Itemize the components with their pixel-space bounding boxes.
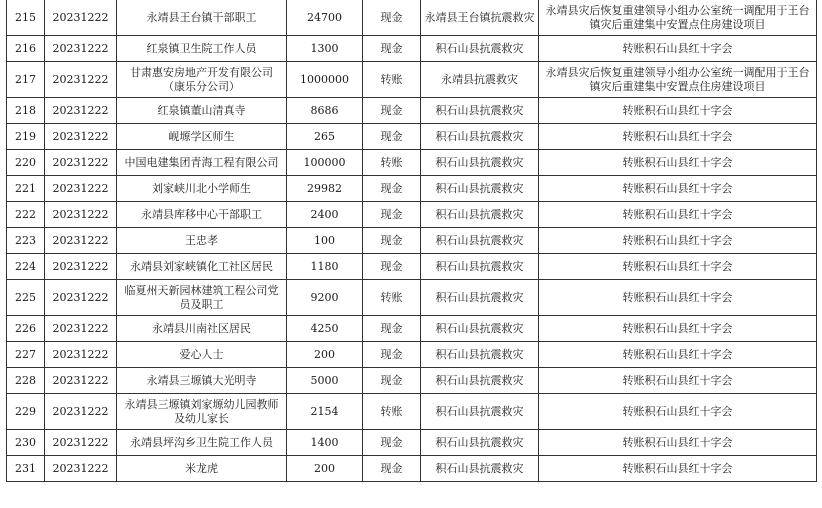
cell-purpose: 积石山县抗震救灾 <box>421 202 539 228</box>
cell-direction: 永靖县灾后恢复重建领导小组办公室统一调配用于王台镇灾后重建集中安置点住房建设项目 <box>539 62 817 98</box>
cell-date: 20231222 <box>45 98 117 124</box>
cell-purpose: 积石山县抗震救灾 <box>421 394 539 430</box>
cell-method: 现金 <box>363 342 421 368</box>
cell-method: 现金 <box>363 176 421 202</box>
cell-amount: 265 <box>287 124 363 150</box>
cell-amount: 24700 <box>287 0 363 36</box>
cell-donor: 岘塬学区师生 <box>117 124 287 150</box>
cell-purpose: 积石山县抗震救灾 <box>421 280 539 316</box>
cell-donor: 红泉镇董山清真寺 <box>117 98 287 124</box>
cell-donor: 甘肃惠安房地产开发有限公司（康乐分公司） <box>117 62 287 98</box>
cell-direction: 转账积石山县红十字会 <box>539 228 817 254</box>
table-row <box>7 176 817 202</box>
cell-donor: 米龙虎 <box>117 456 287 482</box>
cell-purpose: 积石山县抗震救灾 <box>421 316 539 342</box>
cell-amount: 2154 <box>287 394 363 430</box>
cell-date: 20231222 <box>45 316 117 342</box>
cell-amount: 8686 <box>287 98 363 124</box>
cell-amount: 100000 <box>287 150 363 176</box>
cell-direction: 转账积石山县红十字会 <box>539 430 817 456</box>
cell-method: 转账 <box>363 280 421 316</box>
cell-direction: 转账积石山县红十字会 <box>539 342 817 368</box>
cell-donor: 永靖县刘家峡镇化工社区居民 <box>117 254 287 280</box>
cell-date: 20231222 <box>45 456 117 482</box>
cell-direction: 转账积石山县红十字会 <box>539 98 817 124</box>
cell-direction: 转账积石山县红十字会 <box>539 280 817 316</box>
donation-table-sheet <box>6 0 816 482</box>
table-row <box>7 430 817 456</box>
cell-direction: 转账积石山县红十字会 <box>539 36 817 62</box>
cell-purpose: 积石山县抗震救灾 <box>421 98 539 124</box>
table-row <box>7 456 817 482</box>
cell-purpose: 积石山县抗震救灾 <box>421 342 539 368</box>
cell-amount: 29982 <box>287 176 363 202</box>
cell-date: 20231222 <box>45 150 117 176</box>
cell-amount: 4250 <box>287 316 363 342</box>
cell-number: 220 <box>7 150 45 176</box>
cell-purpose: 永靖县抗震救灾 <box>421 62 539 98</box>
cell-direction: 转账积石山县红十字会 <box>539 176 817 202</box>
cell-amount: 1180 <box>287 254 363 280</box>
cell-purpose: 积石山县抗震救灾 <box>421 176 539 202</box>
cell-date: 20231222 <box>45 394 117 430</box>
cell-amount: 1400 <box>287 430 363 456</box>
table-row <box>7 0 817 36</box>
cell-number: 231 <box>7 456 45 482</box>
cell-method: 转账 <box>363 62 421 98</box>
cell-method: 现金 <box>363 316 421 342</box>
table-row <box>7 124 817 150</box>
table-row <box>7 368 817 394</box>
cell-amount: 1300 <box>287 36 363 62</box>
cell-number: 215 <box>7 0 45 36</box>
cell-number: 218 <box>7 98 45 124</box>
table-row <box>7 228 817 254</box>
cell-date: 20231222 <box>45 368 117 394</box>
cell-number: 222 <box>7 202 45 228</box>
cell-date: 20231222 <box>45 202 117 228</box>
cell-donor: 爱心人士 <box>117 342 287 368</box>
cell-direction: 转账积石山县红十字会 <box>539 456 817 482</box>
cell-purpose: 永靖县王台镇抗震救灾 <box>421 0 539 36</box>
cell-amount: 200 <box>287 342 363 368</box>
cell-method: 转账 <box>363 394 421 430</box>
cell-donor: 永靖县王台镇干部职工 <box>117 0 287 36</box>
cell-amount: 200 <box>287 456 363 482</box>
cell-purpose: 积石山县抗震救灾 <box>421 36 539 62</box>
table-row <box>7 98 817 124</box>
table-row <box>7 394 817 430</box>
cell-donor: 红泉镇卫生院工作人员 <box>117 36 287 62</box>
cell-method: 现金 <box>363 124 421 150</box>
table-row <box>7 36 817 62</box>
table-body <box>7 0 817 482</box>
cell-purpose: 积石山县抗震救灾 <box>421 430 539 456</box>
cell-number: 219 <box>7 124 45 150</box>
cell-date: 20231222 <box>45 254 117 280</box>
table-row <box>7 254 817 280</box>
cell-purpose: 积石山县抗震救灾 <box>421 368 539 394</box>
cell-method: 现金 <box>363 98 421 124</box>
cell-direction: 转账积石山县红十字会 <box>539 150 817 176</box>
cell-amount: 2400 <box>287 202 363 228</box>
cell-method: 现金 <box>363 202 421 228</box>
cell-purpose: 积石山县抗震救灾 <box>421 228 539 254</box>
cell-donor: 中国电建集团青海工程有限公司 <box>117 150 287 176</box>
cell-method: 现金 <box>363 430 421 456</box>
cell-date: 20231222 <box>45 0 117 36</box>
cell-date: 20231222 <box>45 280 117 316</box>
table-row <box>7 202 817 228</box>
cell-amount: 100 <box>287 228 363 254</box>
cell-purpose: 积石山县抗震救灾 <box>421 254 539 280</box>
cell-date: 20231222 <box>45 228 117 254</box>
cell-date: 20231222 <box>45 62 117 98</box>
cell-donor: 王忠孝 <box>117 228 287 254</box>
cell-date: 20231222 <box>45 124 117 150</box>
cell-number: 223 <box>7 228 45 254</box>
cell-direction: 永靖县灾后恢复重建领导小组办公室统一调配用于王台镇灾后重建集中安置点住房建设项目 <box>539 0 817 36</box>
cell-direction: 转账积石山县红十字会 <box>539 124 817 150</box>
cell-number: 228 <box>7 368 45 394</box>
cell-donor: 临夏州天新园林建筑工程公司党员及职工 <box>117 280 287 316</box>
cell-date: 20231222 <box>45 342 117 368</box>
cell-number: 227 <box>7 342 45 368</box>
table-row <box>7 62 817 98</box>
cell-direction: 转账积石山县红十字会 <box>539 316 817 342</box>
cell-donor: 永靖县三塬镇刘家塬幼儿园教师及幼儿家长 <box>117 394 287 430</box>
cell-number: 230 <box>7 430 45 456</box>
cell-method: 现金 <box>363 0 421 36</box>
cell-donor: 永靖县三塬镇大光明寺 <box>117 368 287 394</box>
cell-direction: 转账积石山县红十字会 <box>539 202 817 228</box>
cell-amount: 1000000 <box>287 62 363 98</box>
cell-method: 现金 <box>363 254 421 280</box>
cell-date: 20231222 <box>45 176 117 202</box>
cell-number: 225 <box>7 280 45 316</box>
cell-number: 217 <box>7 62 45 98</box>
cell-method: 现金 <box>363 368 421 394</box>
table-row <box>7 280 817 316</box>
cell-amount: 5000 <box>287 368 363 394</box>
cell-donor: 刘家峡川北小学师生 <box>117 176 287 202</box>
cell-purpose: 积石山县抗震救灾 <box>421 150 539 176</box>
cell-number: 226 <box>7 316 45 342</box>
cell-donor: 永靖县川南社区居民 <box>117 316 287 342</box>
cell-donor: 永靖县坪沟乡卫生院工作人员 <box>117 430 287 456</box>
cell-method: 现金 <box>363 36 421 62</box>
cell-date: 20231222 <box>45 430 117 456</box>
table-row <box>7 150 817 176</box>
table-row <box>7 342 817 368</box>
cell-number: 224 <box>7 254 45 280</box>
cell-direction: 转账积石山县红十字会 <box>539 368 817 394</box>
cell-purpose: 积石山县抗震救灾 <box>421 124 539 150</box>
cell-method: 现金 <box>363 228 421 254</box>
cell-number: 216 <box>7 36 45 62</box>
cell-direction: 转账积石山县红十字会 <box>539 394 817 430</box>
cell-date: 20231222 <box>45 36 117 62</box>
donation-table <box>6 0 817 482</box>
cell-number: 221 <box>7 176 45 202</box>
cell-method: 转账 <box>363 150 421 176</box>
cell-method: 现金 <box>363 456 421 482</box>
cell-number: 229 <box>7 394 45 430</box>
cell-amount: 9200 <box>287 280 363 316</box>
table-row <box>7 316 817 342</box>
cell-direction: 转账积石山县红十字会 <box>539 254 817 280</box>
cell-purpose: 积石山县抗震救灾 <box>421 456 539 482</box>
cell-donor: 永靖县库移中心干部职工 <box>117 202 287 228</box>
